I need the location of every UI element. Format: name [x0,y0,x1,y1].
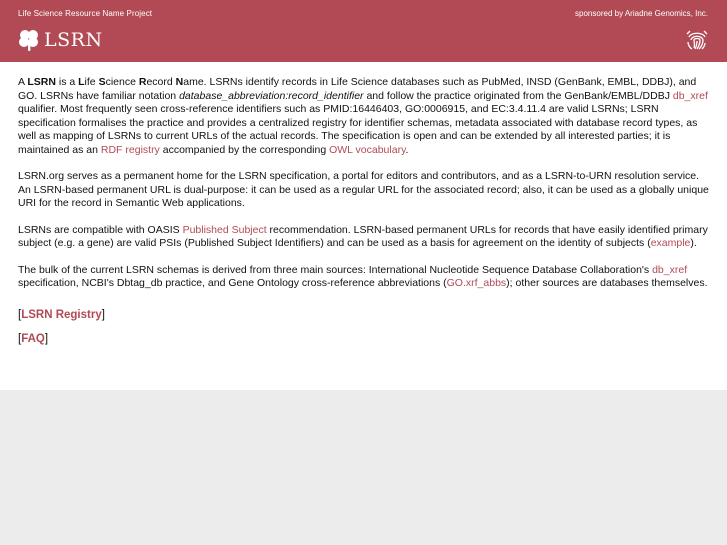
main-content [0,62,727,390]
sources-paragraph: The bulk of the current LSRN schemas is derived from three main sources: International Nucleotide Sequence Database Collaboration's db_xref specification, NCBI's Dbtag_db practice, and Gene Ontology cross-reference abbreviations (GO.xrf_abbs); other sources are databases themselves. [18,263,708,289]
intro-paragraph: A LSRN is a Life Science Record Name. LSRNs identify records in Life Science databases such as PubMed, INSD (GenBank, EMBL, DDBJ), and GO. LSRNs have familiar notation database_abbreviation:record_identifier and follow the practice originated from the GenBank/EMBL/DDBJ db_xref qualifier. Most frequently seen cross-reference identifiers such as PMID:16446403, GO:0006915, and EC:3.4.11.4 are valid LSRNs; LSRN specification formalises the practice and provides a centralized registry for identifier schemas, metadata associated with database record types, as well as mapping of LSRNs to current URLs of the actual records. The specification is open and can be extended by all interested parties; it is maintained as an RDF registry accompanied by the corresponding OWL vocabulary. [18,76,708,156]
db-xref-spec-link[interactable]: db_xref [652,263,688,276]
rdf-registry-link[interactable]: RDF registry [100,143,160,156]
purpose-paragraph: LSRN.org serves as a permanent home for the LSRN specification, a portal for editors and contributors, and as a LSRN-to-URN resolution service. An LSRN-based permanent URL is dual-purpose: it can be used as a regular URL for the associated record; also, it can be used as a globally unique URI for the record in Semantic Web applications. [18,170,709,209]
logo-text: LSRN [44,28,103,51]
site-logo[interactable] [18,28,103,52]
faq-nav: [FAQ] [18,332,49,345]
go-xrf-abbs-link[interactable]: GO.xrf_abbs [446,277,507,289]
site-header [0,0,727,62]
db-xref-link[interactable]: db_xref [672,89,708,102]
example-link[interactable]: example [650,237,691,249]
lsrn-registry-link[interactable]: LSRN Registry [21,308,102,321]
published-subject-link[interactable]: Published Subject [182,223,267,236]
registry-nav: [LSRN Registry] [18,308,105,321]
compatibility-paragraph: LSRNs are compatible with OASIS Published Subject recommendation. LSRN-based permanent URLs for records that have easily identified primary subject (e.g. a gene) are valid PSIs (Published Subject Identifiers) and can be used as a basis for agreement on the identity of subjects (example). [18,223,708,249]
clover-icon [18,28,40,52]
project-name: Life Science Resource Name Project [18,9,153,18]
owl-vocabulary-link[interactable]: OWL vocabulary [329,143,406,156]
faq-link[interactable]: FAQ [21,332,45,345]
fingerprint-icon[interactable] [685,28,709,52]
sponsor-text: sponsored by Ariadne Genomics, Inc. [575,9,708,18]
